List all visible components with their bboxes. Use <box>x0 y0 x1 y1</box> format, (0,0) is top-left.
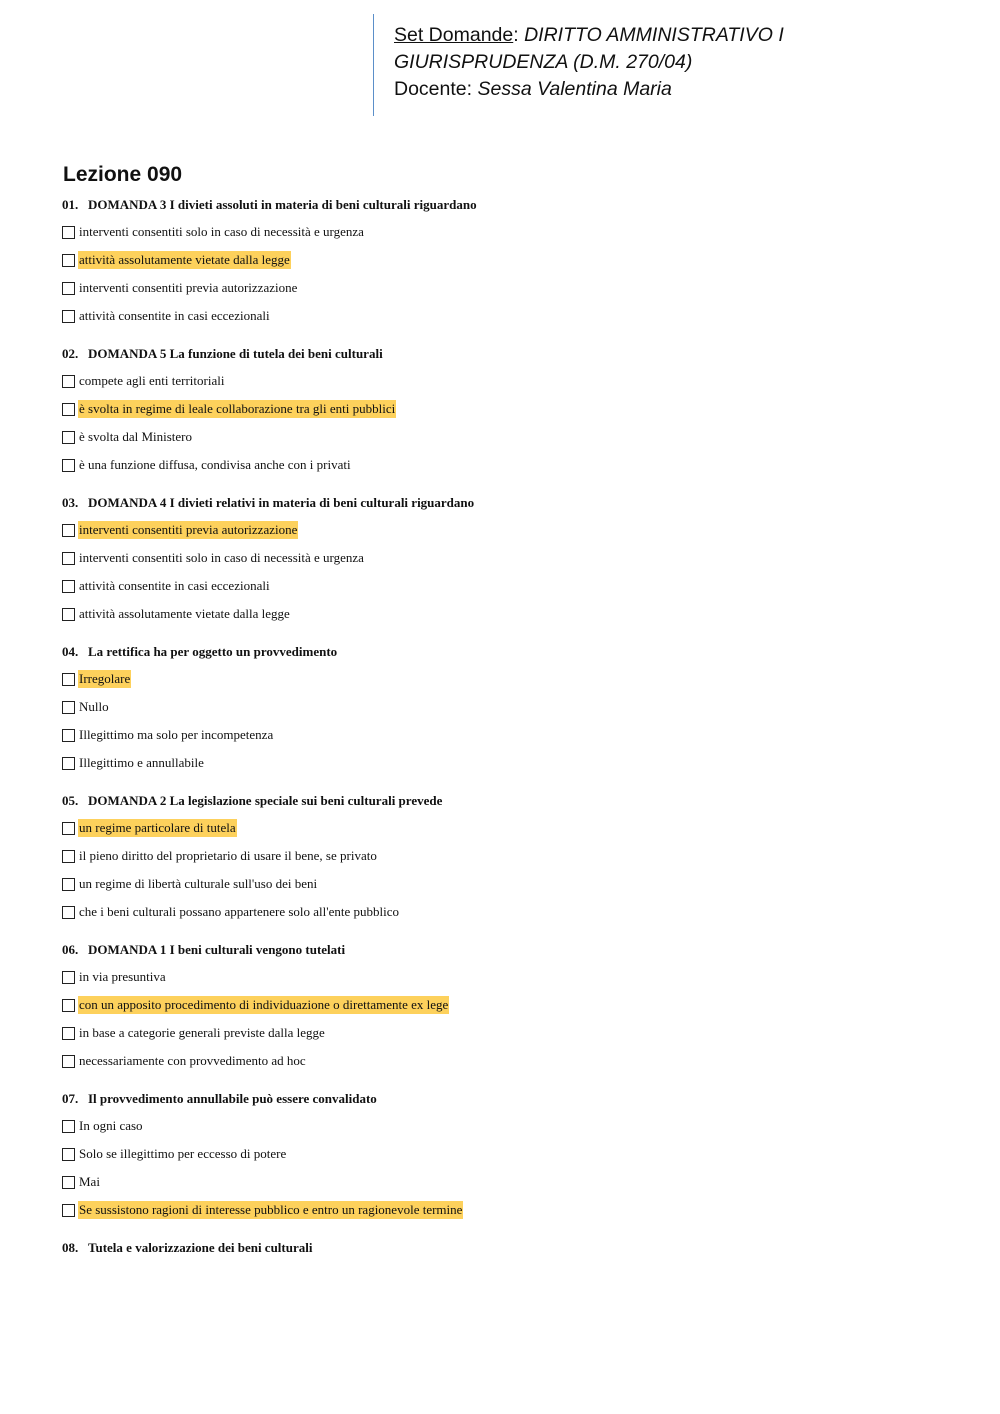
answer-option[interactable] <box>62 218 962 246</box>
checkbox-icon[interactable] <box>62 310 75 323</box>
question-number: 07. <box>62 1091 79 1106</box>
answer-option[interactable] <box>62 963 962 991</box>
answer-option[interactable] <box>62 423 962 451</box>
question-block <box>62 195 962 330</box>
answer-text: In ogni caso <box>79 1118 143 1133</box>
question-text: DOMANDA 2 La legislazione speciale sui beni culturali prevede <box>88 793 443 808</box>
question-number: 04. <box>62 644 79 659</box>
question-list <box>62 195 962 1272</box>
question-number: 08. <box>62 1240 79 1255</box>
header-docente-line <box>394 76 933 103</box>
answer-text-highlighted: Se sussistono ragioni di interesse pubblico e entro un ragionevole termine <box>79 1202 463 1217</box>
checkbox-icon[interactable] <box>62 701 75 714</box>
question-block <box>62 493 962 628</box>
answer-option[interactable] <box>62 1140 962 1168</box>
answer-text-highlighted: attività assolutamente vietate dalla legge <box>79 252 290 267</box>
answer-option[interactable] <box>62 544 962 572</box>
question-block <box>62 1089 962 1224</box>
answer-text: Solo se illegittimo per eccesso di potere <box>79 1146 287 1161</box>
checkbox-icon[interactable] <box>62 971 75 984</box>
checkbox-icon[interactable] <box>62 1120 75 1133</box>
answer-option[interactable] <box>62 665 962 693</box>
answer-text-highlighted: un regime particolare di tutela <box>79 820 236 835</box>
question-title <box>62 940 962 960</box>
answer-text: interventi consentiti solo in caso di necessità e urgenza <box>79 550 364 565</box>
answer-text: necessariamente con provvedimento ad hoc <box>79 1053 306 1068</box>
course-title-line2: GIURISPRUDENZA (D.M. 270/04) <box>394 51 693 73</box>
checkbox-icon[interactable] <box>62 850 75 863</box>
question-block <box>62 344 962 479</box>
answer-option[interactable] <box>62 572 962 600</box>
checkbox-icon[interactable] <box>62 1027 75 1040</box>
checkbox-icon[interactable] <box>62 999 75 1012</box>
answer-text: Illegittimo ma solo per incompetenza <box>79 727 274 742</box>
answer-text: attività consentite in casi eccezionali <box>79 578 270 593</box>
answer-option[interactable] <box>62 451 962 479</box>
checkbox-icon[interactable] <box>62 1055 75 1068</box>
question-block <box>62 940 962 1075</box>
answer-option[interactable] <box>62 842 962 870</box>
answer-option[interactable] <box>62 1112 962 1140</box>
answer-option[interactable] <box>62 1019 962 1047</box>
checkbox-icon[interactable] <box>62 282 75 295</box>
answer-option[interactable] <box>62 870 962 898</box>
question-number: 06. <box>62 942 79 957</box>
docente-name: Sessa Valentina Maria <box>477 78 672 100</box>
question-block <box>62 642 962 777</box>
question-title <box>62 493 962 513</box>
question-text: La rettifica ha per oggetto un provvedimento <box>88 644 338 659</box>
answer-text: Mai <box>79 1174 100 1189</box>
question-number: 02. <box>62 346 79 361</box>
checkbox-icon[interactable] <box>62 673 75 686</box>
set-label: Set Domande <box>394 24 514 46</box>
answer-text-highlighted: con un apposito procedimento di individuazione o direttamente ex lege <box>79 997 449 1012</box>
question-title <box>62 1089 962 1109</box>
answer-text: il pieno diritto del proprietario di usare il bene, se privato <box>79 848 377 863</box>
answer-option[interactable] <box>62 302 962 330</box>
answer-text: Illegittimo e annullabile <box>79 755 204 770</box>
answer-option[interactable] <box>62 1196 962 1224</box>
answer-option[interactable] <box>62 367 962 395</box>
answer-text: attività assolutamente vietate dalla legge <box>79 606 290 621</box>
answer-text: che i beni culturali possano appartenere solo all'ente pubblico <box>79 904 400 919</box>
answer-option[interactable] <box>62 600 962 628</box>
question-text: Tutela e valorizzazione dei beni culturali <box>88 1240 313 1255</box>
question-title <box>62 1238 962 1258</box>
docente-label: Docente: <box>394 78 478 100</box>
answer-text: in via presuntiva <box>79 969 166 984</box>
question-block <box>62 791 962 926</box>
question-number: 01. <box>62 197 79 212</box>
answer-option[interactable] <box>62 721 962 749</box>
checkbox-icon[interactable] <box>62 1176 75 1189</box>
answer-text: interventi consentiti solo in caso di necessità e urgenza <box>79 224 364 239</box>
lesson-title: Lezione 090 <box>63 163 183 186</box>
answer-text-highlighted: Irregolare <box>79 671 131 686</box>
document-header <box>373 14 933 116</box>
checkbox-icon[interactable] <box>62 878 75 891</box>
question-text: DOMANDA 1 I beni culturali vengono tutelati <box>88 942 346 957</box>
question-number: 05. <box>62 793 79 808</box>
answer-text: Nullo <box>79 699 109 714</box>
checkbox-icon[interactable] <box>62 729 75 742</box>
answer-option[interactable] <box>62 749 962 777</box>
question-number: 03. <box>62 495 79 510</box>
question-block <box>62 1238 962 1258</box>
question-title <box>62 791 962 811</box>
question-text: DOMANDA 3 I divieti assoluti in materia di beni culturali riguardano <box>88 197 477 212</box>
answer-text: interventi consentiti previa autorizzazione <box>79 280 298 295</box>
answer-option[interactable] <box>62 246 962 274</box>
checkbox-icon[interactable] <box>62 254 75 267</box>
answer-option[interactable] <box>62 814 962 842</box>
checkbox-icon[interactable] <box>62 1204 75 1217</box>
checkbox-icon[interactable] <box>62 524 75 537</box>
answer-text: compete agli enti territoriali <box>79 373 225 388</box>
answer-text: in base a categorie generali previste dalla legge <box>79 1025 325 1040</box>
answer-option[interactable] <box>62 274 962 302</box>
answer-option[interactable] <box>62 898 962 926</box>
header-course-line <box>394 49 933 76</box>
checkbox-icon[interactable] <box>62 1148 75 1161</box>
checkbox-icon[interactable] <box>62 906 75 919</box>
header-set-line <box>394 22 933 49</box>
answer-option[interactable] <box>62 1168 962 1196</box>
checkbox-icon[interactable] <box>62 757 75 770</box>
checkbox-icon[interactable] <box>62 226 75 239</box>
checkbox-icon[interactable] <box>62 822 75 835</box>
answer-option[interactable] <box>62 395 962 423</box>
answer-option[interactable] <box>62 516 962 544</box>
answer-option[interactable] <box>62 693 962 721</box>
answer-text-highlighted: è svolta in regime di leale collaborazione tra gli enti pubblici <box>79 401 396 416</box>
set-separator: : <box>513 24 525 46</box>
checkbox-icon[interactable] <box>62 608 75 621</box>
answer-option[interactable] <box>62 991 962 1019</box>
question-title <box>62 195 962 215</box>
question-text: DOMANDA 5 La funzione di tutela dei beni culturali <box>88 346 383 361</box>
question-title <box>62 344 962 364</box>
answer-text: è svolta dal Ministero <box>79 429 193 444</box>
checkbox-icon[interactable] <box>62 459 75 472</box>
answer-option[interactable] <box>62 1047 962 1075</box>
answer-text: un regime di libertà culturale sull'uso dei beni <box>79 876 318 891</box>
checkbox-icon[interactable] <box>62 375 75 388</box>
answer-text: attività consentite in casi eccezionali <box>79 308 270 323</box>
checkbox-icon[interactable] <box>62 580 75 593</box>
checkbox-icon[interactable] <box>62 431 75 444</box>
question-text: Il provvedimento annullabile può essere convalidato <box>88 1091 377 1106</box>
course-title-line1: DIRITTO AMMINISTRATIVO I <box>524 24 784 46</box>
answer-text: è una funzione diffusa, condivisa anche con i privati <box>79 457 351 472</box>
question-title <box>62 642 962 662</box>
answer-text-highlighted: interventi consentiti previa autorizzazione <box>79 522 298 537</box>
question-text: DOMANDA 4 I divieti relativi in materia di beni culturali riguardano <box>88 495 475 510</box>
checkbox-icon[interactable] <box>62 552 75 565</box>
checkbox-icon[interactable] <box>62 403 75 416</box>
